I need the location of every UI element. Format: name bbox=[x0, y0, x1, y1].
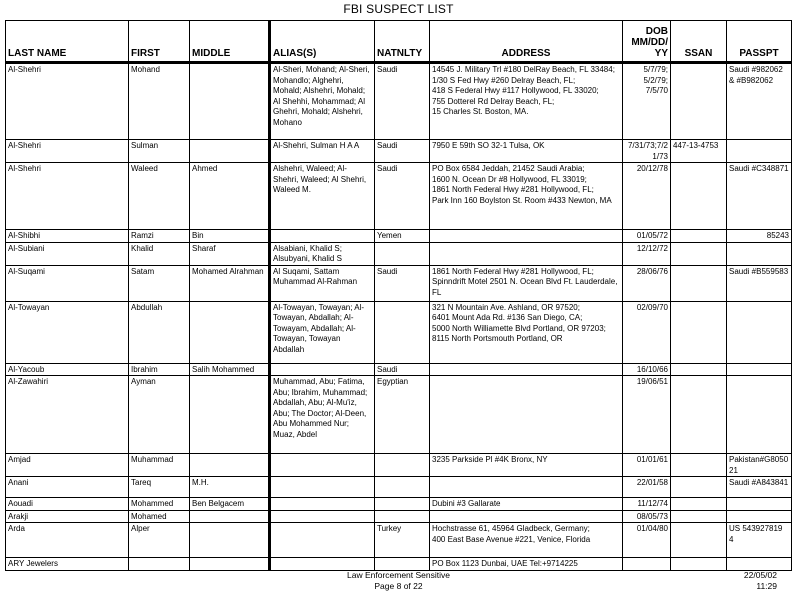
cell-passport bbox=[727, 498, 792, 511]
cell-nationality: Saudi bbox=[375, 265, 430, 301]
cell-aliases bbox=[270, 230, 375, 243]
cell-dob bbox=[623, 558, 671, 571]
cell-middle-name: Ahmed bbox=[190, 163, 270, 230]
cell-nationality bbox=[375, 242, 430, 265]
cell-middle-name bbox=[190, 376, 270, 454]
cell-nationality: Saudi bbox=[375, 63, 430, 140]
cell-aliases bbox=[270, 523, 375, 558]
cell-ssan bbox=[671, 523, 727, 558]
cell-aliases: Muhammad, Abu; Fatima, Abu; Ibrahim, Muhammad; Abdallah, Abu; Al-Mu'iz, Abu; The Doctor; Al-Deen, Abu Mohammed Nur; Muaz, Abdel bbox=[270, 376, 375, 454]
cell-passport bbox=[727, 376, 792, 454]
cell-passport: Saudi #982062 & #B982062 bbox=[727, 63, 792, 140]
table-row bbox=[6, 376, 792, 454]
cell-last-name: Al-Shehri bbox=[6, 140, 129, 163]
cell-nationality bbox=[375, 477, 430, 498]
cell-first-name: Mohamed bbox=[129, 510, 190, 523]
cell-middle-name bbox=[190, 301, 270, 363]
cell-middle-name bbox=[190, 510, 270, 523]
table-row bbox=[6, 523, 792, 558]
cell-middle-name bbox=[190, 558, 270, 571]
cell-address: 1861 North Federal Hwy #281 Hollywood, FL; Spinndrift Motel 2501 N. Ocean Blvd Ft. Lauderdale, FL bbox=[430, 265, 623, 301]
cell-ssan bbox=[671, 230, 727, 243]
cell-middle-name bbox=[190, 140, 270, 163]
table-row bbox=[6, 510, 792, 523]
cell-middle-name bbox=[190, 454, 270, 477]
cell-nationality: Turkey bbox=[375, 523, 430, 558]
cell-address: PO Box 1123 Dunbai, UAE Tel:+9714225 bbox=[430, 558, 623, 571]
cell-aliases: Alshehri, Waleed; Al-Shehri, Waleed; Al Shehri, Waleed M. bbox=[270, 163, 375, 230]
cell-dob: 01/01/61 bbox=[623, 454, 671, 477]
cell-passport bbox=[727, 301, 792, 363]
table-row bbox=[6, 558, 792, 571]
table-row bbox=[6, 163, 792, 230]
table-row bbox=[6, 477, 792, 498]
cell-dob: 12/12/72 bbox=[623, 242, 671, 265]
cell-passport bbox=[727, 242, 792, 265]
table-row bbox=[6, 230, 792, 243]
cell-nationality: Yemen bbox=[375, 230, 430, 243]
cell-aliases bbox=[270, 558, 375, 571]
cell-first-name bbox=[129, 558, 190, 571]
table-row bbox=[6, 454, 792, 477]
suspect-table bbox=[5, 20, 792, 571]
cell-last-name: Al-Shehri bbox=[6, 163, 129, 230]
table-row bbox=[6, 363, 792, 376]
table-row bbox=[6, 265, 792, 301]
cell-dob: 11/12/74 bbox=[623, 498, 671, 511]
cell-ssan bbox=[671, 242, 727, 265]
cell-aliases bbox=[270, 363, 375, 376]
cell-ssan bbox=[671, 265, 727, 301]
cell-ssan bbox=[671, 363, 727, 376]
footer-center bbox=[0, 570, 797, 591]
cell-dob: 22/01/58 bbox=[623, 477, 671, 498]
cell-ssan bbox=[671, 63, 727, 140]
header-middle: MIDDLE bbox=[190, 21, 270, 63]
cell-passport bbox=[727, 363, 792, 376]
cell-address: 7950 E 59th SO 32-1 Tulsa, OK bbox=[430, 140, 623, 163]
footer-page-number: Page 8 of 22 bbox=[374, 580, 423, 591]
cell-dob: 08/05/73 bbox=[623, 510, 671, 523]
cell-aliases bbox=[270, 477, 375, 498]
cell-aliases bbox=[270, 498, 375, 511]
cell-address bbox=[430, 477, 623, 498]
cell-aliases: Alsabiani, Khalid S; Alsubyani, Khalid S bbox=[270, 242, 375, 265]
cell-aliases: Al Suqami, Sattam Muhammad Al-Rahman bbox=[270, 265, 375, 301]
cell-ssan bbox=[671, 477, 727, 498]
cell-ssan bbox=[671, 454, 727, 477]
table-row bbox=[6, 63, 792, 140]
footer-time: 11:29 bbox=[756, 580, 777, 591]
cell-last-name: Arda bbox=[6, 523, 129, 558]
cell-address: Dubini #3 Gallarate bbox=[430, 498, 623, 511]
cell-first-name: Ayman bbox=[129, 376, 190, 454]
cell-middle-name: Salih Mohammed bbox=[190, 363, 270, 376]
cell-passport bbox=[727, 558, 792, 571]
cell-nationality bbox=[375, 558, 430, 571]
cell-nationality bbox=[375, 454, 430, 477]
cell-middle-name: Sharaf bbox=[190, 242, 270, 265]
cell-first-name: Ramzi bbox=[129, 230, 190, 243]
cell-first-name: Muhammad bbox=[129, 454, 190, 477]
header-last-name: LAST NAME bbox=[6, 21, 129, 63]
cell-aliases: Al-Towayan, Towayan; Al-Towayan, Abdallah; Al-Towayam, Abdallah; Al-Towayan, Towayan Abdallah bbox=[270, 301, 375, 363]
suspect-rows bbox=[6, 63, 792, 571]
cell-nationality: Egyptian bbox=[375, 376, 430, 454]
cell-last-name: Al-Zawahiri bbox=[6, 376, 129, 454]
cell-passport bbox=[727, 510, 792, 523]
cell-address bbox=[430, 510, 623, 523]
cell-middle-name bbox=[190, 63, 270, 140]
table-row bbox=[6, 140, 792, 163]
cell-middle-name: M.H. bbox=[190, 477, 270, 498]
cell-aliases: Al-Sheri, Mohand; Al-Sheri, Mohandlo; Alghehri, Mohald; Alshehri, Mohald; Al Shehhi, Mohammad; Al Ghehri, Mohald; Alshehri, Mohano bbox=[270, 63, 375, 140]
footer-sensitivity: Law Enforcement Sensitive bbox=[347, 570, 450, 580]
cell-last-name: Al-Shehri bbox=[6, 63, 129, 140]
table-row bbox=[6, 242, 792, 265]
cell-dob: 28/06/76 bbox=[623, 265, 671, 301]
cell-address bbox=[430, 242, 623, 265]
cell-ssan bbox=[671, 510, 727, 523]
cell-ssan bbox=[671, 301, 727, 363]
cell-passport bbox=[727, 140, 792, 163]
cell-dob: 7/31/73;7/2 1/73 bbox=[623, 140, 671, 163]
page-title: FBI SUSPECT LIST bbox=[343, 2, 454, 16]
cell-address: Hochstrasse 61, 45964 Gladbeck, Germany; 400 East Base Avenue #221, Venice, Florida bbox=[430, 523, 623, 558]
cell-address bbox=[430, 376, 623, 454]
header-address: ADDRESS bbox=[430, 21, 623, 63]
cell-last-name: Al-Suqami bbox=[6, 265, 129, 301]
cell-ssan bbox=[671, 376, 727, 454]
cell-passport: US 543927819 4 bbox=[727, 523, 792, 558]
header-dob: DOB MM/DD/ YY bbox=[623, 21, 671, 63]
header-first: FIRST bbox=[129, 21, 190, 63]
cell-address: PO Box 6584 Jeddah, 21452 Saudi Arabia; 1600 N. Ocean Dr #8 Hollywood, FL 33019; 1861 North Federal Hwy #281 Hollywood, FL; Park Inn 160 Boylston St. Room #433 Newton, MA bbox=[430, 163, 623, 230]
cell-first-name: Ibrahim bbox=[129, 363, 190, 376]
cell-dob: 16/10/66 bbox=[623, 363, 671, 376]
cell-first-name: Alper bbox=[129, 523, 190, 558]
cell-last-name: Al-Towayan bbox=[6, 301, 129, 363]
cell-last-name: Al-Yacoub bbox=[6, 363, 129, 376]
footer-date: 22/05/02 bbox=[743, 570, 777, 580]
cell-dob: 01/05/72 bbox=[623, 230, 671, 243]
cell-ssan bbox=[671, 163, 727, 230]
cell-first-name: Satam bbox=[129, 265, 190, 301]
cell-first-name: Khalid bbox=[129, 242, 190, 265]
cell-ssan bbox=[671, 558, 727, 571]
cell-dob: 01/04/80 bbox=[623, 523, 671, 558]
cell-first-name: Mohand bbox=[129, 63, 190, 140]
header-passport: PASSPT bbox=[727, 21, 792, 63]
cell-last-name: Al-Subiani bbox=[6, 242, 129, 265]
cell-middle-name: Bin bbox=[190, 230, 270, 243]
cell-passport: Pakistan#G805021 bbox=[727, 454, 792, 477]
cell-middle-name bbox=[190, 523, 270, 558]
cell-last-name: Arakji bbox=[6, 510, 129, 523]
cell-last-name: Anani bbox=[6, 477, 129, 498]
cell-address bbox=[430, 230, 623, 243]
header-nationality: NATNLTY bbox=[375, 21, 430, 63]
cell-nationality bbox=[375, 510, 430, 523]
cell-aliases bbox=[270, 510, 375, 523]
table-row bbox=[6, 498, 792, 511]
cell-nationality bbox=[375, 301, 430, 363]
cell-aliases: Al-Shehri, Sulman H A A bbox=[270, 140, 375, 163]
table-row bbox=[6, 301, 792, 363]
cell-first-name: Sulman bbox=[129, 140, 190, 163]
cell-nationality bbox=[375, 498, 430, 511]
cell-nationality: Saudi bbox=[375, 140, 430, 163]
cell-passport: Saudi #C348871 bbox=[727, 163, 792, 230]
cell-dob: 02/09/70 bbox=[623, 301, 671, 363]
cell-dob: 19/06/51 bbox=[623, 376, 671, 454]
cell-passport: 85243 bbox=[727, 230, 792, 243]
cell-dob: 20/12/78 bbox=[623, 163, 671, 230]
cell-last-name: Aouadi bbox=[6, 498, 129, 511]
cell-ssan: 447-13-4753 bbox=[671, 140, 727, 163]
cell-first-name: Tareq bbox=[129, 477, 190, 498]
cell-nationality: Saudi bbox=[375, 363, 430, 376]
cell-address: 3235 Parkside Pl #4K Bronx, NY bbox=[430, 454, 623, 477]
cell-address: 14545 J. Military Trl #180 DelRay Beach, FL 33484; 1/30 S Fed Hwy #260 Delray Beach, FL; 418 S Federal Hwy #117 Hollywood, FL 33020; 755 Dotterel Rd Delray Beach, FL; 15 Charles St. Boston, MA. bbox=[430, 63, 623, 140]
cell-first-name: Waleed bbox=[129, 163, 190, 230]
cell-middle-name: Ben Belgacem bbox=[190, 498, 270, 511]
cell-dob: 5/7/79; 5/2/79; 7/5/70 bbox=[623, 63, 671, 140]
cell-ssan bbox=[671, 498, 727, 511]
footer-timestamp bbox=[744, 570, 777, 591]
header-ssan: SSAN bbox=[671, 21, 727, 63]
cell-first-name: Mohammed bbox=[129, 498, 190, 511]
cell-last-name: Al-Shibhi bbox=[6, 230, 129, 243]
cell-passport: Saudi #A843841 bbox=[727, 477, 792, 498]
cell-middle-name: Mohamed Alrahman bbox=[190, 265, 270, 301]
cell-last-name: Amjad bbox=[6, 454, 129, 477]
cell-aliases bbox=[270, 454, 375, 477]
header-aliases: ALIAS(S) bbox=[270, 21, 375, 63]
cell-nationality: Saudi bbox=[375, 163, 430, 230]
cell-address bbox=[430, 363, 623, 376]
cell-address: 321 N Mountain Ave. Ashland, OR 97520; 6401 Mount Ada Rd. #136 San Diego, CA; 5000 North Williamette Blvd Portland, OR 97203; 8115 North Portsmouth Portland, OR bbox=[430, 301, 623, 363]
cell-last-name: ARY Jewelers bbox=[6, 558, 129, 571]
cell-passport: Saudi #B559583 bbox=[727, 265, 792, 301]
cell-first-name: Abdullah bbox=[129, 301, 190, 363]
